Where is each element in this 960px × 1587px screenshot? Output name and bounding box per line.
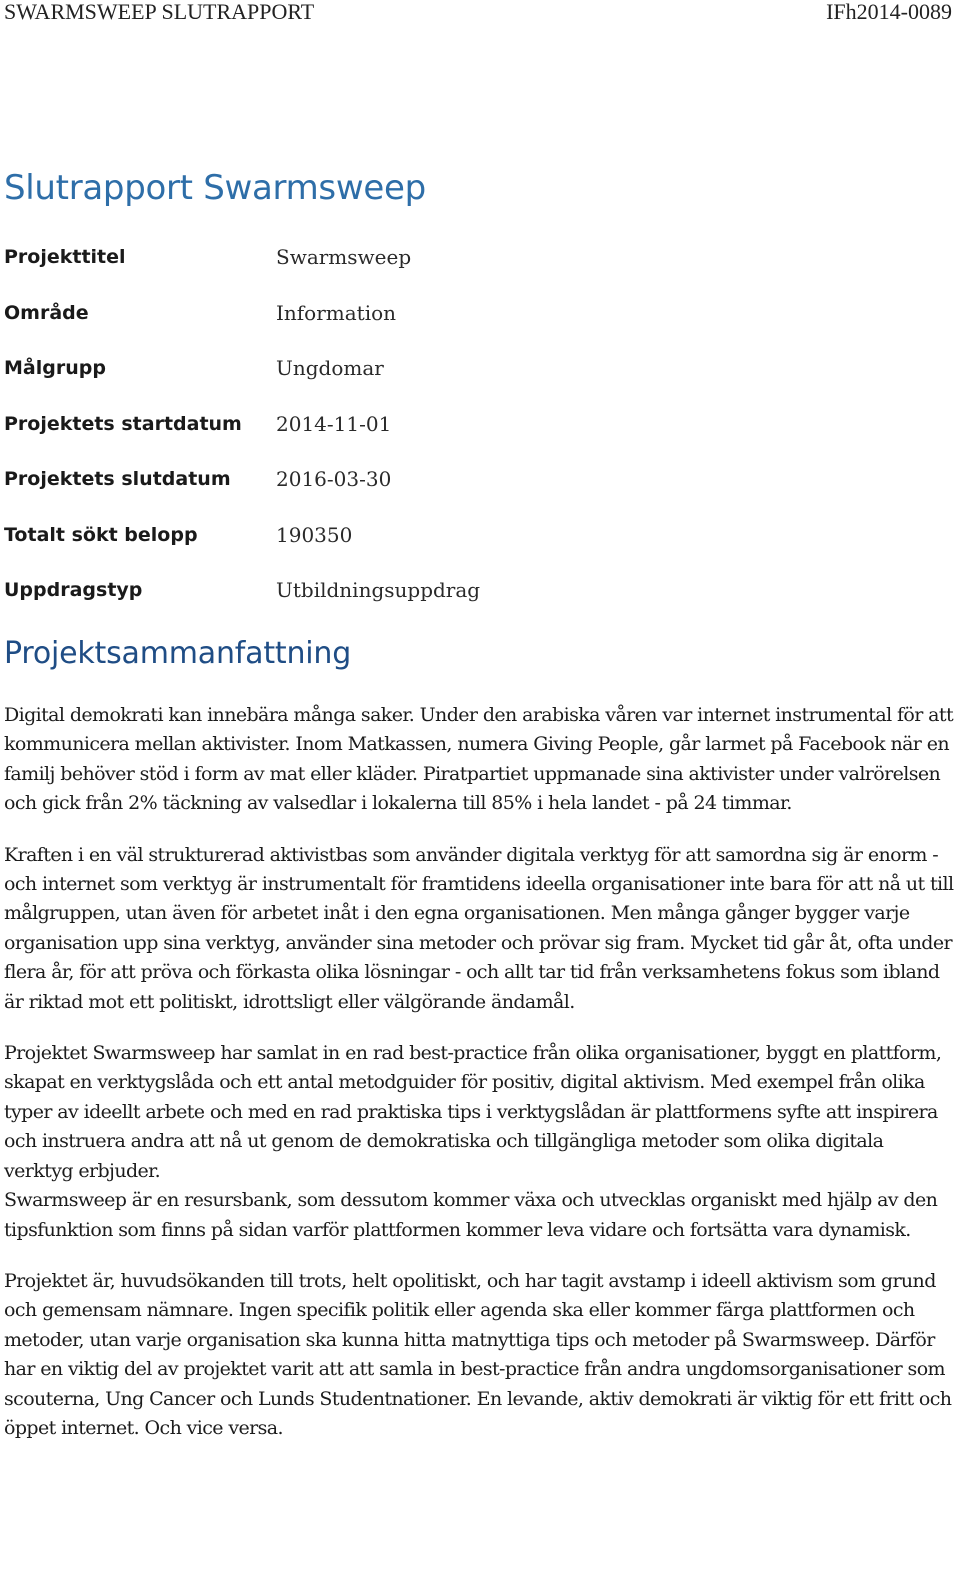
meta-label: Projekttitel <box>4 246 126 268</box>
meta-value: Utbildningsuppdrag <box>276 578 481 602</box>
summary-paragraph: Kraften i en väl strukturerad aktivistbas som använder digitala verktyg för att samordna sig är enorm - och internet som verktyg är instrumentalt för framtidens ideella organisationer inte bara för att nå ut till målgruppen, utan även för arbetet inåt i den egna organisationen. Men många gånger bygger varje organisation upp sina verktyg, använder sina metoder och prövar sig fram. Mycket tid går åt, ofta under flera år, för att pröva och förkasta olika lösningar - och allt tar tid från verksamhetens fokus som ibland är riktad mot ett politiskt, idrottsligt eller välgörande ändamål. <box>4 843 954 1013</box>
meta-row-total-amount <box>4 518 904 574</box>
summary-paragraph: Projektet är, huvudsökanden till trots, helt opolitiskt, och har tagit avstamp i ideell aktivism som grund och gemensam nämnare. Ingen specifik politik eller agenda ska eller kommer färga plattformen och metoder, utan varje organisation ska kunna hitta matnyttiga tips och metoder på Swarmsweep. Därför har en viktig del av projektet varit att att samla in best-practice från andra ungdomsorganisationer som scouterna, Ung Cancer och Lunds Studentnationer. En levande, aktiv demokrati är viktig för ett fritt och öppet internet. Och vice versa. <box>4 1269 952 1439</box>
meta-row-project-title <box>4 240 904 296</box>
summary-heading: Projektsammanfattning <box>4 636 352 671</box>
meta-row-assignment-type <box>4 573 904 629</box>
meta-label: Projektets slutdatum <box>4 468 231 490</box>
meta-value: Ungdomar <box>276 356 384 380</box>
meta-label: Projektets startdatum <box>4 412 242 435</box>
meta-value: 2016-03-30 <box>276 467 392 491</box>
project-metadata <box>4 240 904 629</box>
summary-paragraph: Digital demokrati kan innebära många saker. Under den arabiska våren var internet instrumental för att kommunicera mellan aktivister. Inom Matkassen, numera Giving People, går larmet på Facebook när en familj behöver stöd i form av mat eller kläder. Piratpartiet uppmanade sina aktivister under valrörelsen och gick från 2% täckning av valsedlar i lokalerna till 85% i hela landet - på 24 timmar. <box>4 704 953 815</box>
meta-label: Uppdragstyp <box>4 579 143 601</box>
header-reference-number: IFh2014-0089 <box>826 0 952 24</box>
document-title: Slutrapport Swarmsweep <box>4 168 426 208</box>
meta-label: Område <box>4 301 89 324</box>
meta-label: Totalt sökt belopp <box>4 523 198 546</box>
running-header <box>4 0 952 26</box>
meta-label: Målgrupp <box>4 357 106 379</box>
meta-value: Swarmsweep <box>276 245 412 269</box>
meta-row-end-date <box>4 462 904 518</box>
meta-value: Information <box>276 300 397 325</box>
summary-body <box>4 701 954 1465</box>
meta-value: 190350 <box>276 522 353 547</box>
summary-paragraph: Swarmsweep är en resursbank, som dessutom kommer växa och utvecklas organiskt med hjälp av den tipsfunktion som finns på sidan varför plattformen kommer leva vidare och fortsätta vara dynamisk. <box>4 1189 938 1241</box>
header-report-name: SWARMSWEEP SLUTRAPPORT <box>4 0 315 24</box>
meta-value: 2014-11-01 <box>276 411 392 436</box>
summary-paragraph: Projektet Swarmsweep har samlat in en rad best-practice från olika organisationer, byggt en plattform, skapat en verktygslåda och ett antal metodguider för positiv, digital aktivism. Med exempel från olika typer av ideellt arbete och med en rad praktiska tips i verktygslådan är plattformens syfte att inspirera och instruera andra att nå ut genom de demokratiska och tillgängliga metoder som olika digitala verktyg erbjuder. <box>4 1042 942 1182</box>
meta-row-target-group <box>4 351 904 407</box>
meta-row-start-date <box>4 407 904 463</box>
meta-row-area <box>4 296 904 352</box>
